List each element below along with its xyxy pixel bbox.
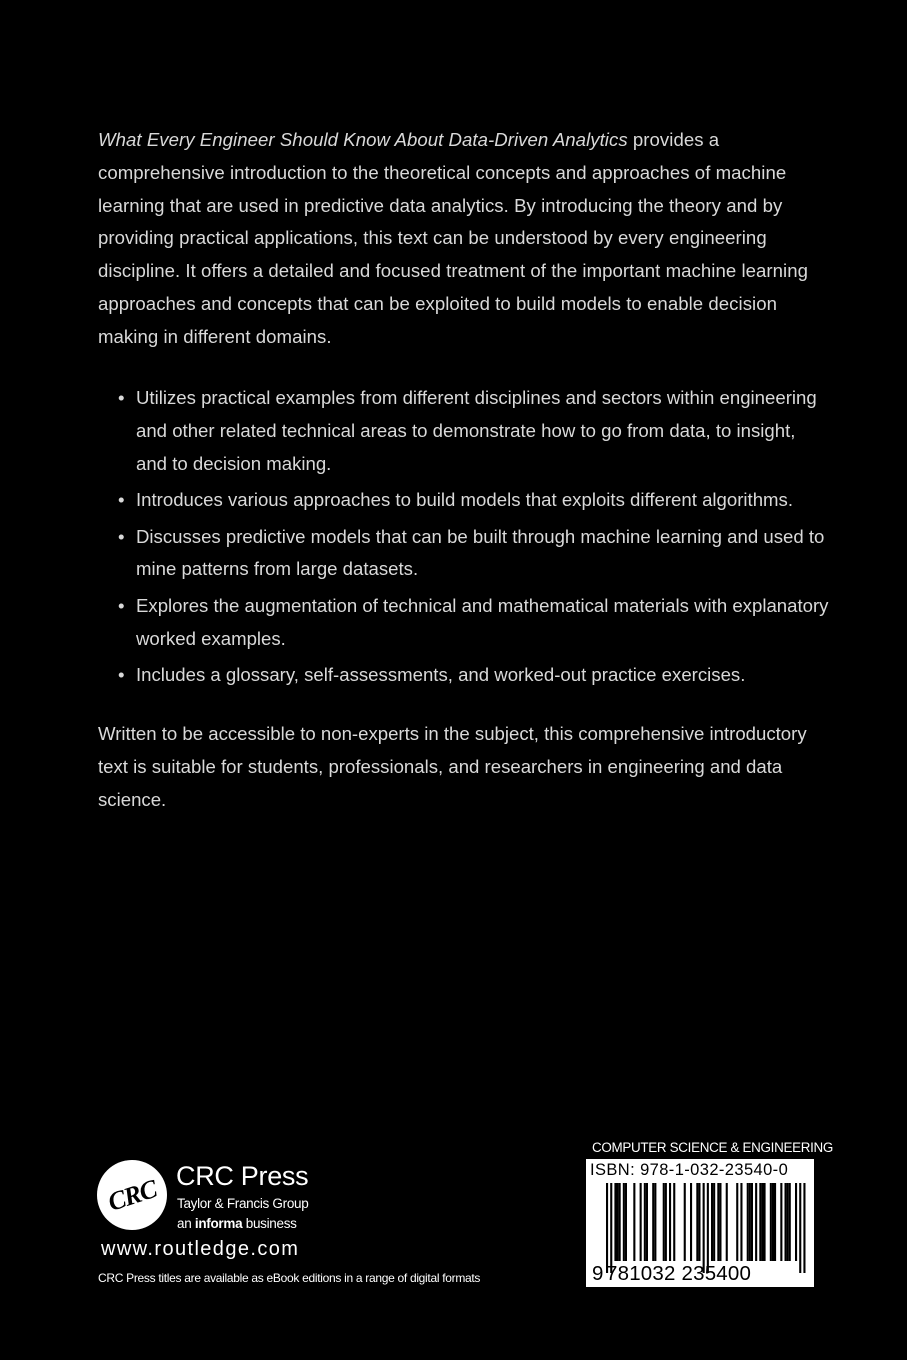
barcode-bar [785, 1183, 787, 1261]
barcode-bar [764, 1183, 766, 1261]
bullet-icon: • [118, 594, 125, 616]
publisher-group: Taylor & Francis Group [177, 1196, 309, 1211]
barcode-bar [789, 1183, 791, 1261]
barcode-bar [707, 1183, 709, 1273]
barcode-bar [673, 1183, 675, 1261]
barcode-bar [684, 1183, 686, 1261]
barcode-bar [751, 1183, 753, 1261]
business-brand: informa [194, 1216, 243, 1231]
publisher-business [177, 1215, 297, 1233]
barcode-bar [703, 1183, 705, 1273]
bullet-icon: • [118, 525, 125, 547]
barcode-bar [761, 1183, 763, 1261]
list-item-text: Utilizes practical examples from different disciplines and sectors within engineering and other related technical areas to demonstrate how to go from data, to insight, and to decision making. [136, 387, 817, 474]
barcode-lead-digit: 9 [592, 1262, 604, 1285]
barcode-bar [711, 1183, 713, 1261]
business-suffix: business [242, 1216, 297, 1231]
bullet-icon: • [118, 387, 125, 408]
barcode-bar [669, 1183, 671, 1261]
barcode-number: 781032 235400 [606, 1262, 752, 1285]
barcode-bar [749, 1183, 751, 1261]
barcode-bar [617, 1183, 619, 1261]
barcode-bar [614, 1183, 616, 1261]
barcode-bar [698, 1183, 700, 1261]
barcode [586, 1159, 814, 1287]
barcode-bar [633, 1183, 635, 1261]
barcode-bar [780, 1183, 782, 1261]
barcode-bar [696, 1183, 698, 1261]
list-item-text: Includes a glossary, self-assessments, and worked-out practice exercises. [136, 664, 746, 686]
intro-text: provides a comprehensive introduction to the theoretical concepts and approaches of machine learning that are used in predictive data analytics. By introducing the theory and by providing practical applications, this text can be understood by every engineering discipline. It offers a detailed and focused treatment of the important machine learning approaches and concepts that can be exploited to build models to enable decision making in different domains. [98, 129, 808, 347]
barcode-bar [755, 1183, 757, 1261]
barcode-bar [799, 1183, 801, 1273]
svg-text:CRC: CRC [104, 1174, 160, 1217]
bullet-icon: • [118, 489, 125, 511]
business-prefix: an [177, 1216, 195, 1231]
book-title: What Every Engineer Should Know About Data-Driven Analytics [98, 129, 628, 150]
barcode-bar [610, 1183, 612, 1273]
subject-category: COMPUTER SCIENCE & ENGINEERING [592, 1140, 833, 1155]
barcode-bar [747, 1183, 749, 1261]
barcode-bar [713, 1183, 715, 1261]
barcode-bar [726, 1183, 728, 1261]
barcode-bar [717, 1183, 719, 1261]
list-item [118, 521, 830, 587]
list-item-text: Discusses predictive models that can be built through machine learning and used to mine patterns from large datasets. [136, 525, 825, 580]
barcode-bar [652, 1183, 654, 1261]
list-item [118, 659, 830, 692]
list-item-text: Explores the augmentation of technical and mathematical materials with explanatory worked examples. [136, 594, 829, 649]
publisher-website[interactable]: www.routledge.com [101, 1238, 300, 1260]
list-item [118, 382, 830, 480]
barcode-bar [663, 1183, 665, 1261]
barcode-bar [736, 1183, 738, 1261]
bullet-icon: • [118, 664, 125, 686]
barcode-bar [654, 1183, 656, 1261]
barcode-bar [646, 1183, 648, 1261]
list-item-text: Introduces various approaches to build models that exploits different algorithms. [136, 489, 794, 511]
barcode-bar [719, 1183, 721, 1261]
barcode-bar [625, 1183, 627, 1261]
ebook-note: CRC Press titles are available as eBook editions in a range of digital formats [98, 1271, 481, 1285]
barcode-bar [774, 1183, 776, 1261]
list-item [118, 484, 830, 517]
barcode-bar [644, 1183, 646, 1261]
barcode-bar [690, 1183, 692, 1261]
barcode-bar [640, 1183, 642, 1261]
barcode-bar [795, 1183, 797, 1261]
isbn-text: ISBN: 978-1-032-23540-0 [590, 1161, 789, 1179]
crc-logo-icon [97, 1160, 167, 1230]
barcode-bar [803, 1183, 805, 1273]
barcode-bar [787, 1183, 789, 1261]
barcode-bar [759, 1183, 761, 1261]
barcode-bar [740, 1183, 742, 1261]
feature-list [118, 382, 830, 696]
list-item [118, 590, 830, 656]
description-intro [98, 124, 828, 354]
barcode-bar [606, 1183, 608, 1273]
publisher-name: CRC Press [176, 1161, 309, 1191]
barcode-bar [665, 1183, 667, 1261]
barcode-bar [772, 1183, 774, 1261]
description-closing: Written to be accessible to non-experts in the subject, this comprehensive introductory text is suitable for students, professionals, and researchers in engineering and data science. [98, 723, 807, 810]
barcode-bar [623, 1183, 625, 1261]
barcode-bar [619, 1183, 621, 1261]
barcode-bar [770, 1183, 772, 1261]
barcode-digits [592, 1262, 810, 1286]
